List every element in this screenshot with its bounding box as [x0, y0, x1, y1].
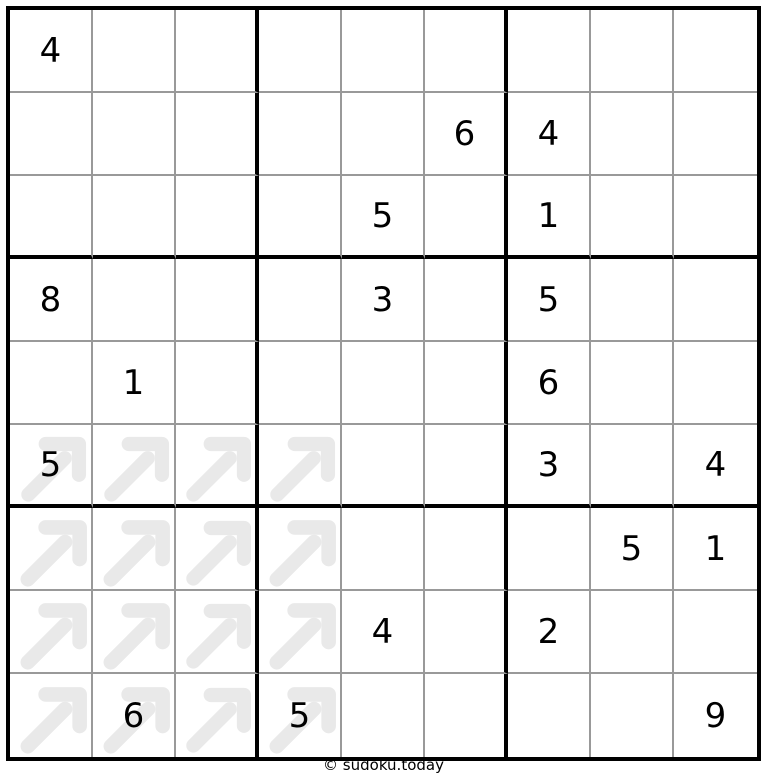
cell-r6c2[interactable] — [93, 425, 176, 508]
arrow-up-right-icon — [176, 591, 255, 672]
cell-r8c3[interactable] — [176, 591, 259, 674]
given-digit: 1 — [704, 528, 727, 569]
cell-r9c1[interactable] — [10, 674, 93, 757]
cell-r1c9[interactable] — [674, 10, 757, 93]
cell-r2c4[interactable] — [259, 93, 342, 176]
given-digit: 3 — [371, 279, 394, 320]
cell-r3c9[interactable] — [674, 176, 757, 259]
cell-r1c8[interactable] — [591, 10, 674, 93]
arrow-up-right-icon — [93, 425, 174, 504]
cell-r4c5[interactable] — [342, 259, 425, 342]
cell-r2c5[interactable] — [342, 93, 425, 176]
given-digit: 1 — [537, 195, 560, 236]
cell-r4c1[interactable] — [10, 259, 93, 342]
cell-r4c3[interactable] — [176, 259, 259, 342]
cell-r1c7[interactable] — [508, 10, 591, 93]
cell-r1c1[interactable] — [10, 10, 93, 93]
given-digit: 3 — [537, 444, 560, 485]
cell-r4c2[interactable] — [93, 259, 176, 342]
cell-r8c6[interactable] — [425, 591, 508, 674]
cell-r3c7[interactable] — [508, 176, 591, 259]
given-digit: 4 — [371, 611, 394, 652]
cell-r8c8[interactable] — [591, 591, 674, 674]
cell-r9c5[interactable] — [342, 674, 425, 757]
cell-r1c5[interactable] — [342, 10, 425, 93]
cell-r3c3[interactable] — [176, 176, 259, 259]
cell-r4c8[interactable] — [591, 259, 674, 342]
cell-r6c4[interactable] — [259, 425, 342, 508]
given-digit: 5 — [288, 695, 311, 736]
sudoku-board — [6, 6, 761, 761]
cell-r2c6[interactable] — [425, 93, 508, 176]
given-digit: 9 — [704, 695, 727, 736]
arrow-up-right-icon — [176, 508, 255, 589]
given-digit: 4 — [704, 444, 727, 485]
cell-r5c8[interactable] — [591, 342, 674, 425]
cell-r9c8[interactable] — [591, 674, 674, 757]
cell-r5c7[interactable] — [508, 342, 591, 425]
cell-r2c9[interactable] — [674, 93, 757, 176]
cell-r6c6[interactable] — [425, 425, 508, 508]
cell-r7c9[interactable] — [674, 508, 757, 591]
cell-r8c2[interactable] — [93, 591, 176, 674]
cell-r3c1[interactable] — [10, 176, 93, 259]
cell-r2c2[interactable] — [93, 93, 176, 176]
arrow-up-right-icon — [93, 508, 174, 589]
arrow-up-right-icon — [10, 508, 91, 589]
cell-r5c3[interactable] — [176, 342, 259, 425]
given-digit: 6 — [453, 113, 476, 154]
cell-r4c9[interactable] — [674, 259, 757, 342]
cell-r7c3[interactable] — [176, 508, 259, 591]
cell-r8c9[interactable] — [674, 591, 757, 674]
cell-r7c8[interactable] — [591, 508, 674, 591]
cell-r6c8[interactable] — [591, 425, 674, 508]
copyright-caption: © sudoku.today — [323, 756, 444, 774]
cell-r7c7[interactable] — [508, 508, 591, 591]
arrow-up-right-icon — [93, 591, 174, 672]
given-digit: 8 — [39, 279, 62, 320]
arrow-up-right-icon — [259, 425, 340, 504]
cell-r5c2[interactable] — [93, 342, 176, 425]
cell-r6c7[interactable] — [508, 425, 591, 508]
cell-r6c5[interactable] — [342, 425, 425, 508]
cell-r1c3[interactable] — [176, 10, 259, 93]
cell-r1c2[interactable] — [93, 10, 176, 93]
cell-r3c2[interactable] — [93, 176, 176, 259]
cell-r8c5[interactable] — [342, 591, 425, 674]
given-digit: 6 — [537, 362, 560, 403]
cell-r9c4[interactable] — [259, 674, 342, 757]
given-digit: 6 — [122, 695, 145, 736]
cell-r4c4[interactable] — [259, 259, 342, 342]
given-digit: 1 — [122, 362, 145, 403]
cell-r7c1[interactable] — [10, 508, 93, 591]
given-digit: 5 — [537, 279, 560, 320]
cell-r7c4[interactable] — [259, 508, 342, 591]
cell-r6c9[interactable] — [674, 425, 757, 508]
cell-r1c4[interactable] — [259, 10, 342, 93]
cell-r8c1[interactable] — [10, 591, 93, 674]
cell-r2c8[interactable] — [591, 93, 674, 176]
cell-r4c6[interactable] — [425, 259, 508, 342]
cell-r3c6[interactable] — [425, 176, 508, 259]
cell-r7c6[interactable] — [425, 508, 508, 591]
cell-r8c7[interactable] — [508, 591, 591, 674]
cell-r9c9[interactable] — [674, 674, 757, 757]
cell-r9c7[interactable] — [508, 674, 591, 757]
arrow-up-right-icon — [259, 508, 340, 589]
cell-r6c3[interactable] — [176, 425, 259, 508]
cell-r5c6[interactable] — [425, 342, 508, 425]
given-digit: 5 — [39, 444, 62, 485]
given-digit: 4 — [39, 30, 62, 71]
given-digit: 4 — [537, 113, 560, 154]
cell-r6c1[interactable] — [10, 425, 93, 508]
cell-r5c9[interactable] — [674, 342, 757, 425]
given-digit: 5 — [371, 195, 394, 236]
cell-r3c4[interactable] — [259, 176, 342, 259]
given-digit: 2 — [537, 611, 560, 652]
cell-r3c8[interactable] — [591, 176, 674, 259]
cell-r2c7[interactable] — [508, 93, 591, 176]
cell-r1c6[interactable] — [425, 10, 508, 93]
cell-r4c7[interactable] — [508, 259, 591, 342]
cell-r3c5[interactable] — [342, 176, 425, 259]
arrow-up-right-icon — [259, 591, 340, 672]
arrow-up-right-icon — [10, 674, 91, 757]
given-digit: 5 — [620, 528, 643, 569]
cell-r9c3[interactable] — [176, 674, 259, 757]
arrow-up-right-icon — [10, 591, 91, 672]
cell-r9c6[interactable] — [425, 674, 508, 757]
arrow-up-right-icon — [176, 674, 255, 757]
arrow-up-right-icon — [176, 425, 255, 504]
cell-r9c2[interactable] — [93, 674, 176, 757]
cell-r8c4[interactable] — [259, 591, 342, 674]
cell-r2c1[interactable] — [10, 93, 93, 176]
cell-r5c5[interactable] — [342, 342, 425, 425]
cell-r2c3[interactable] — [176, 93, 259, 176]
cell-r7c2[interactable] — [93, 508, 176, 591]
cell-r5c4[interactable] — [259, 342, 342, 425]
cell-r5c1[interactable] — [10, 342, 93, 425]
cell-r7c5[interactable] — [342, 508, 425, 591]
